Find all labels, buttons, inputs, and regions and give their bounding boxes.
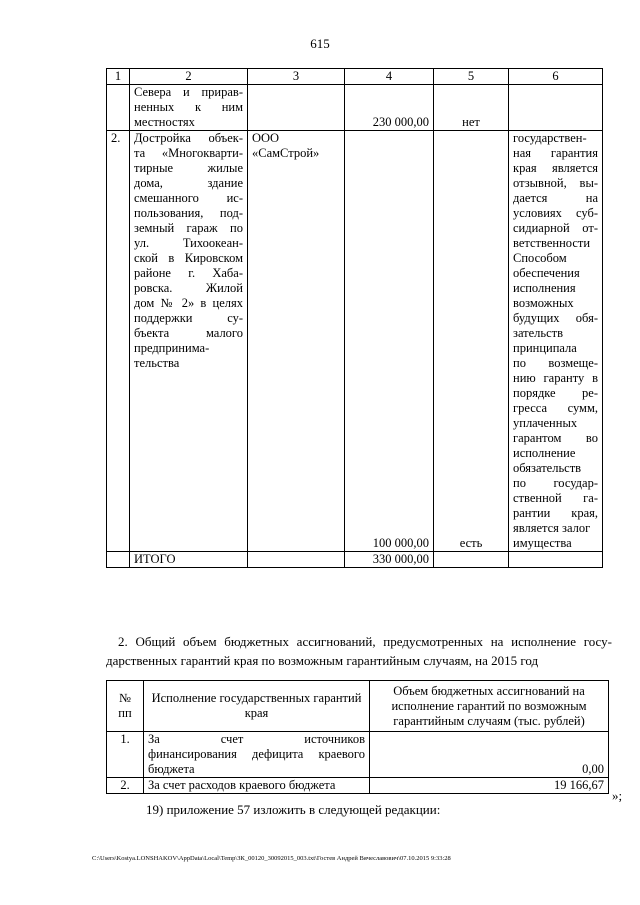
column-number-6: 6 xyxy=(509,69,603,85)
closing-quote: »; xyxy=(612,788,623,803)
column-number-2: 2 xyxy=(130,69,248,85)
table-row-continued xyxy=(107,85,603,131)
column-number-1: 1 xyxy=(107,69,130,85)
principal-cell: ООО «СамСтрой» xyxy=(248,131,345,552)
column-number-3: 3 xyxy=(248,69,345,85)
column-number-5: 5 xyxy=(434,69,509,85)
budget-allocations-table xyxy=(106,680,609,794)
header-num: № пп xyxy=(107,681,144,732)
value-cell: 19 166,67 xyxy=(370,778,609,794)
total-amount: 330 000,00 xyxy=(345,552,434,568)
table-header-row xyxy=(107,681,609,732)
source-cell: За счет источников финансирования дефицита краевого бюджета xyxy=(144,732,370,778)
paragraph-2: 2. Общий объем бюджетных ассигнований, предусмотренных на исполнение госу- дарственных гарантий края по возможным гарантийным случаям, на 2015 год xyxy=(106,634,612,668)
table-header-row xyxy=(107,69,603,85)
recourse-cell: нет xyxy=(434,85,509,131)
column-number-4: 4 xyxy=(345,69,434,85)
row-number: 2. xyxy=(107,131,130,552)
table-total-row xyxy=(107,552,603,568)
guarantee-purpose-cell: Достройка объек- та «Многокварти- тирные жилые дома, здание смешанного ис- пользования, под- земный гараж по ул. Тихоокеан- ской в Кировском районе г. Хаба- ровска. Жилой дом № 2» в целях поддержки су- бъекта малого предпринима- тельства xyxy=(130,131,248,552)
guarantees-table xyxy=(106,68,603,568)
total-label: ИТОГО xyxy=(130,552,248,568)
guarantee-purpose-cell: Севера и прирав- ненных к ним местностях xyxy=(130,85,248,131)
header-volume: Объем бюджетных ассигнований на исполнение гарантий по возможным гарантийным случаям (тыс. рублей) xyxy=(370,681,609,732)
file-path-footer: C:\Users\Kostya.LONSHAKOV\AppData\Local\Temp\ЗК_00120_30092015_003.txt\Гостев Андрей Вячеславович\07.10.2015 9:33:28 xyxy=(92,855,451,862)
amount-cell: 230 000,00 xyxy=(345,85,434,131)
paragraph-19: 19) приложение 57 изложить в следующей редакции: xyxy=(146,802,441,817)
row-number: 2. xyxy=(107,778,144,794)
amount-cell: 100 000,00 xyxy=(345,131,434,552)
header-execution: Исполнение государственных гарантий края xyxy=(144,681,370,732)
table-row xyxy=(107,732,609,778)
page-number: 615 xyxy=(310,36,330,51)
source-cell: За счет расходов краевого бюджета xyxy=(144,778,370,794)
conditions-cell: государствен- ная гарантия края является отзывной, вы- дается на условиях суб- сидиарной от- ветственности Способом обеспечения исполнения возможных будущих обя- зательств принципала по возмеще- нию гаранту в порядке ре- гресса сумм, уплаченных гарантом во исполнение обязательств по государ- ственной га- рантии края, является залог имущества xyxy=(509,131,603,552)
row-number: 1. xyxy=(107,732,144,778)
value-cell: 0,00 xyxy=(370,732,609,778)
recourse-cell: есть xyxy=(434,131,509,552)
table-row xyxy=(107,778,609,794)
table-row-2 xyxy=(107,131,603,552)
